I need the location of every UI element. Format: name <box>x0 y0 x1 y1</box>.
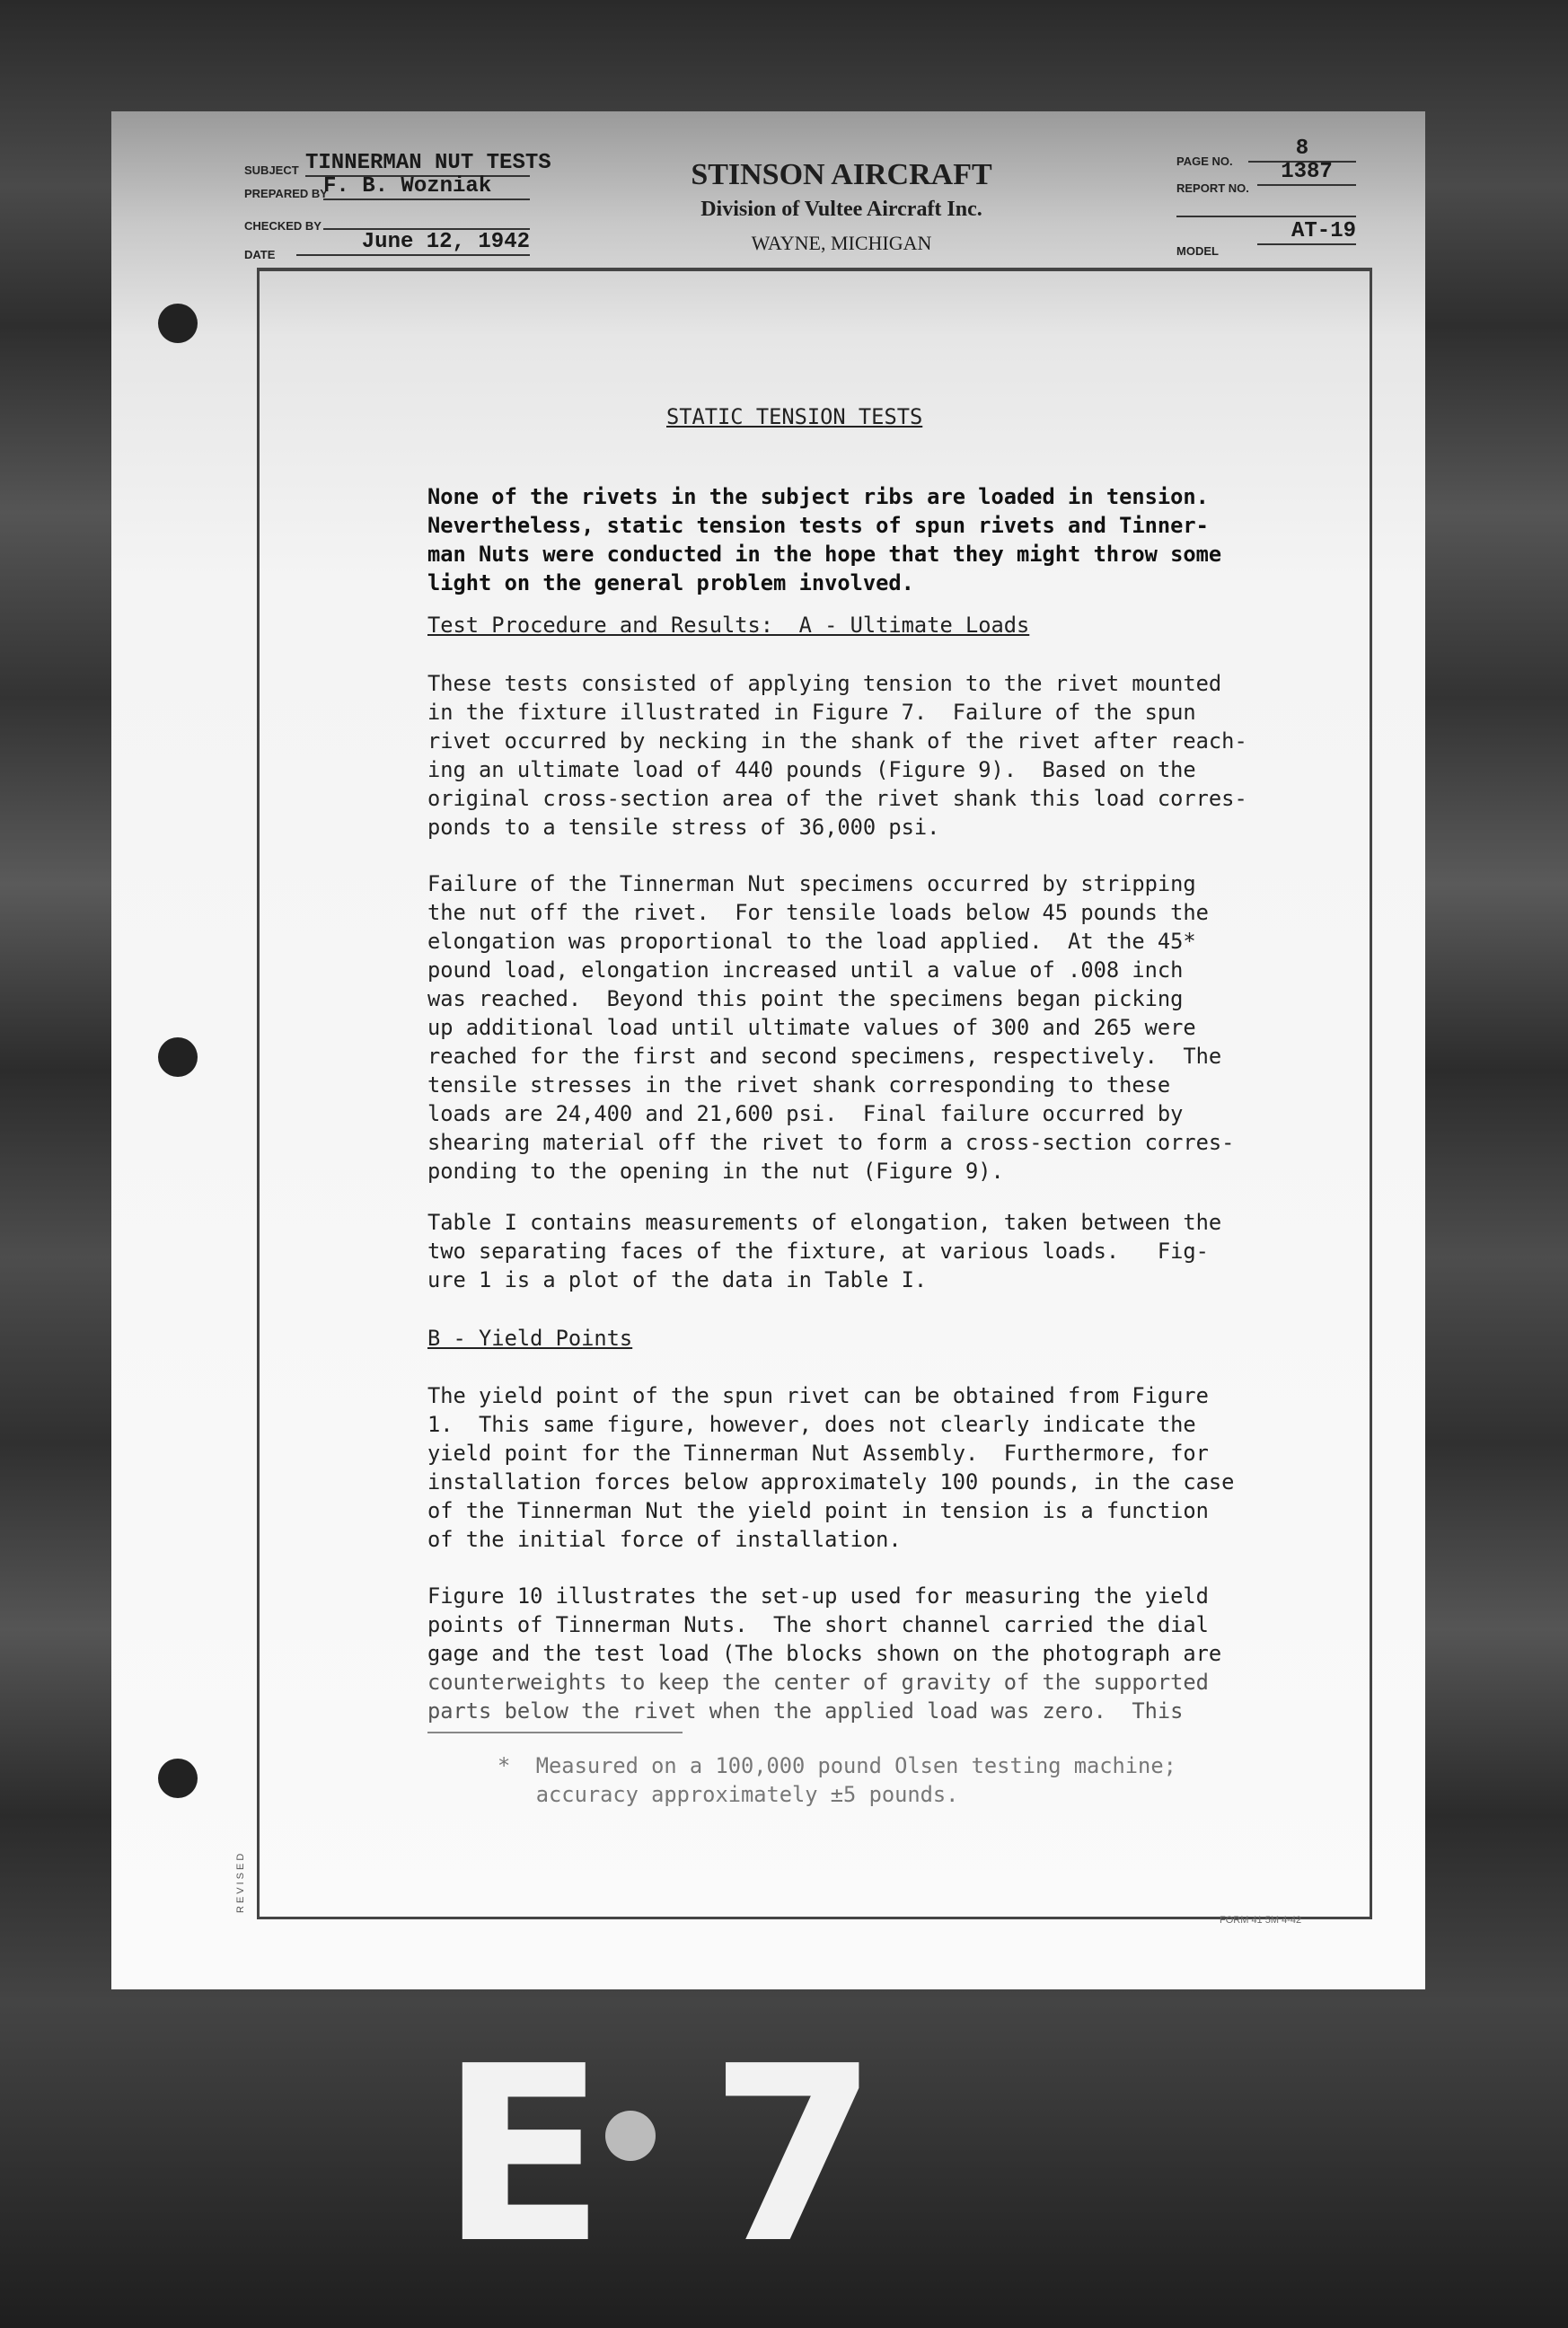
page-label: PAGE NO. <box>1176 154 1233 168</box>
text-line: ponding to the opening in the nut (Figure 9). <box>427 1159 1004 1184</box>
prepared-value: F. B. Wozniak <box>323 174 530 200</box>
text-line: The yield point of the spun rivet can be obtained from Figure <box>427 1383 1209 1408</box>
model-label: MODEL <box>1176 244 1219 258</box>
text-line: rivet occurred by necking in the shank of the rivet after reach- <box>427 728 1247 754</box>
text-line: two separating faces of the fixture, at various loads. Fig- <box>427 1239 1209 1264</box>
frame-letter: E <box>440 2014 606 2297</box>
checked-value <box>323 205 530 230</box>
text-line: reached for the first and second specimens, respectively. The <box>427 1044 1222 1069</box>
text-line: up additional load until ultimate values of 300 and 265 were <box>427 1015 1196 1040</box>
text-line: shearing material off the rivet to form a cross-section corres- <box>427 1130 1235 1155</box>
company-location: WAYNE, MICHIGAN <box>751 232 932 254</box>
text-line: * Measured on a 100,000 pound Olsen testing machine; <box>498 1753 1176 1778</box>
subject-value: TINNERMAN NUT TESTS <box>305 151 551 175</box>
company-division: Division of Vultee Aircraft Inc. <box>700 198 982 221</box>
text-line: points of Tinnerman Nuts. The short channel carried the dial <box>427 1612 1209 1637</box>
revised-label: REVISED <box>235 1850 246 1913</box>
report-label: REPORT NO. <box>1176 181 1249 195</box>
checked-label: CHECKED BY <box>244 219 322 233</box>
text-line: tensile stresses in the rivet shank corresponding to these <box>427 1072 1171 1098</box>
text-line: parts below the rivet when the applied load was zero. This <box>427 1698 1184 1724</box>
text-line: gage and the test load (The blocks shown on the photograph are <box>427 1641 1222 1666</box>
date-label: DATE <box>244 248 276 261</box>
text-line: Nevertheless, static tension tests of spun rivets and Tinner- <box>427 513 1209 538</box>
text-line: was reached. Beyond this point the specimens began picking <box>427 986 1184 1011</box>
text-line: elongation was proportional to the load applied. At the 45* <box>427 929 1196 954</box>
text-line: accuracy approximately ±5 pounds. <box>498 1782 959 1807</box>
text-line: in the fixture illustrated in Figure 7. Failure of the spun <box>427 700 1196 725</box>
subject-label: SUBJECT <box>244 163 299 177</box>
text-line: counterweights to keep the center of gravity of the supported <box>427 1670 1209 1695</box>
text-line: man Nuts were conducted in the hope that they might throw some <box>427 542 1222 567</box>
section-heading-a-text: Test Procedure and Results: A - Ultimate Loads <box>427 613 1030 638</box>
text-line: Figure 10 illustrates the set-up used for measuring the yield <box>427 1583 1209 1609</box>
text-line: Failure of the Tinnerman Nut specimens occurred by stripping <box>427 871 1196 896</box>
text-line: of the Tinnerman Nut the yield point in tension is a function <box>427 1498 1209 1523</box>
text-line: original cross-section area of the rivet shank this load corres- <box>427 786 1247 811</box>
text-line: 1. This same figure, however, does not clearly indicate the <box>427 1412 1196 1437</box>
form-number: FORM 41 5M 4-42 <box>1220 1915 1302 1926</box>
text-line: loads are 24,400 and 21,600 psi. Final failure occurred by <box>427 1101 1184 1126</box>
text-line: ure 1 is a plot of the data in Table I. <box>427 1267 928 1292</box>
section-heading-b-text: B - Yield Points <box>427 1326 633 1351</box>
text-line: yield point for the Tinnerman Nut Assembly. Furthermore, for <box>427 1441 1209 1466</box>
blank-field <box>1176 194 1356 217</box>
company-name: STINSON AIRCRAFT <box>691 158 992 191</box>
frame-number: 7 <box>709 2014 878 2297</box>
footnote-rule <box>427 1732 683 1733</box>
punch-hole <box>158 1037 198 1077</box>
text-line: installation forces below approximately 100 pounds, in the case <box>427 1469 1235 1495</box>
text-line: of the initial force of installation. <box>427 1527 902 1552</box>
model-value: AT-19 <box>1257 219 1356 245</box>
report-value: 1387 <box>1257 160 1356 186</box>
page-value: 8 <box>1248 137 1356 163</box>
text-line: the nut off the rivet. For tensile loads below 45 pounds the <box>427 900 1209 925</box>
date-value: June 12, 1942 <box>296 230 530 256</box>
frame-dot <box>605 2111 656 2161</box>
punch-hole <box>158 304 198 343</box>
text-line: ing an ultimate load of 440 pounds (Figure 9). Based on the <box>427 757 1196 782</box>
page-title: STATIC TENSION TESTS <box>666 404 923 429</box>
text-line: Table I contains measurements of elongation, taken between the <box>427 1210 1222 1235</box>
prepared-label: PREPARED BY <box>244 187 328 200</box>
text-line: These tests consisted of applying tension to the rivet mounted <box>427 671 1222 696</box>
punch-hole <box>158 1759 198 1798</box>
text-line: pound load, elongation increased until a value of .008 inch <box>427 957 1184 983</box>
text-line: None of the rivets in the subject ribs are loaded in tension. <box>427 484 1209 509</box>
text-line: ponds to a tensile stress of 36,000 psi. <box>427 815 940 840</box>
text-line: light on the general problem involved. <box>427 570 914 595</box>
